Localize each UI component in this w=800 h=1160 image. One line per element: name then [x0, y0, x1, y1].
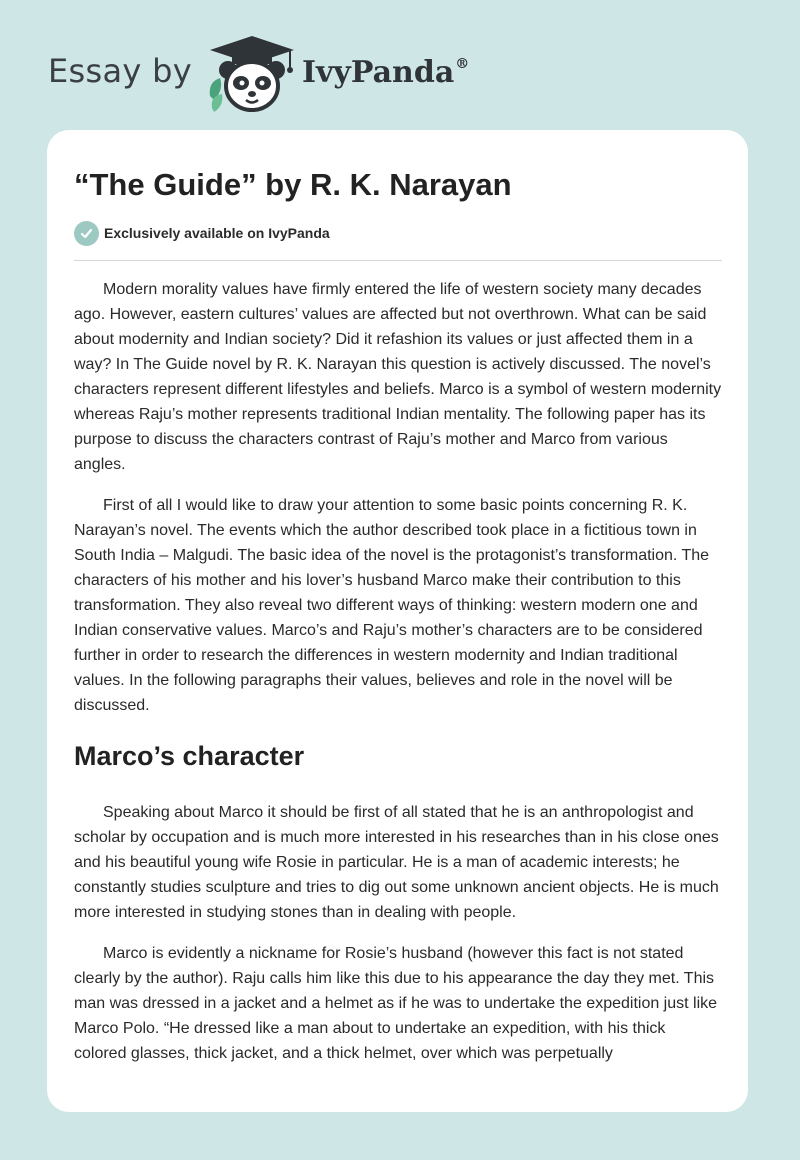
essay-paragraph: Marco is evidently a nickname for Rosie’s husband (however this fact is not stated clearly by the author). Raju calls him like this due to his appearance the day they met. This man was dressed in a jacket and a helmet as if he was to undertake the expedition just like Marco Polo. “He dressed like a man about to undertake an expedition, with his thick colored glasses, thick jacket, and a thick helmet, over which was perpetually [74, 945, 718, 1062]
essay-paragraph: Modern morality values have firmly entered the life of western society many decades ago. However, eastern cultures’ values are affected but not overthrown. What can be said about modernity and Indian society? Did it refashion its values or just affected them in a way? In The Guide novel by R. K. Narayan this question is actively discussed. The novel’s characters represent different lifestyles and beliefs. Marco is a symbol of western modernity whereas Raju’s mother represents traditional Indian mentality. The following paper has its purpose to discuss the characters contrast of Raju’s mother and Marco from various angles. [74, 281, 722, 473]
panda-graduate-icon [206, 34, 298, 114]
essay-title: “The Guide” by R. K. Narayan [74, 167, 512, 202]
essay-body [74, 277, 722, 1066]
brand-name: IvyPanda® [301, 54, 470, 90]
trademark-symbol: ® [455, 55, 470, 72]
exclusive-badge [74, 220, 722, 246]
essay-card [47, 130, 748, 1112]
essay-paragraph: First of all I would like to draw your attention to some basic points concerning R. K. Narayan’s novel. The events which the author described took place in a fictitious town in South India – Malgudi. The basic idea of the novel is the protagonist’s transformation. The characters of his mother and his lover’s husband Marco make their contribution to this transformation. They also reveal two different ways of thinking: western modern one and Indian conservative values. Marco’s and Raju’s mother’s characters are to be considered further in order to research the differences in western modernity and Indian traditional values. In the following paragraphs their values, believes and role in the novel will be discussed. [74, 497, 710, 714]
exclusive-text: Exclusively available on IvyPanda [104, 225, 330, 241]
check-circle-icon [74, 221, 99, 246]
site-logo[interactable] [48, 34, 469, 114]
title-divider [74, 260, 722, 261]
essay-paragraph: Speaking about Marco it should be first of all stated that he is an anthropologist and scholar by occupation and is much more interested in his researches than in his close ones and his beautiful young wife Rosie in particular. He is a man of academic interests; he constantly studies sculpture and tries to dig out some unknown ancient objects. He is much more interested in studying stones than in dealing with people. [74, 804, 719, 921]
logo-prefix: Essay by [48, 52, 192, 90]
section-heading: Marco’s character [74, 741, 305, 771]
